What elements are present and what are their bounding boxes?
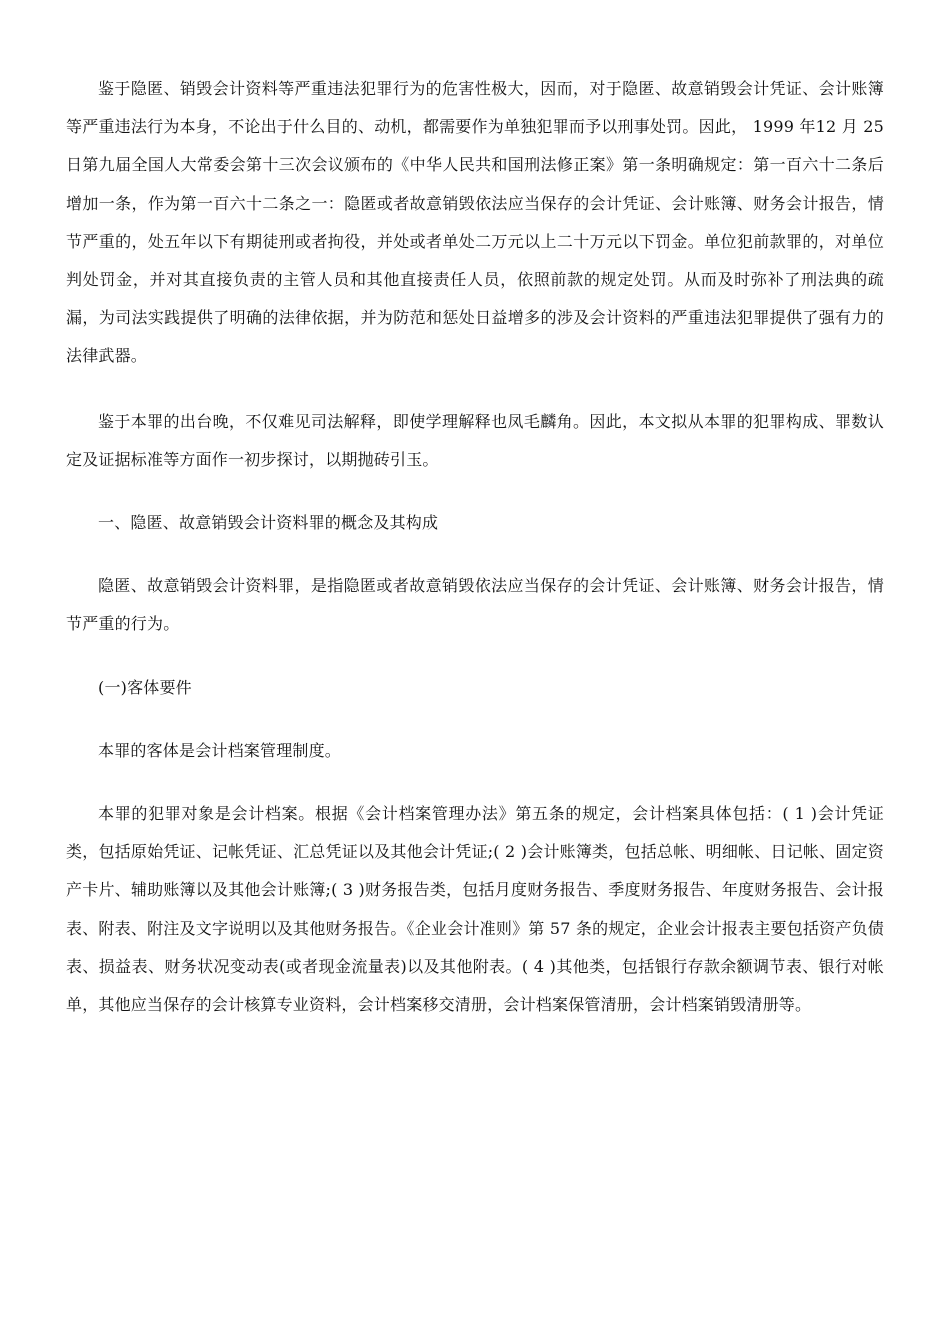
paragraph-object: 本罪的客体是会计档案管理制度。 bbox=[98, 740, 342, 760]
paragraph-background: 鉴于隐匿、销毁会计资料等严重违法犯罪行为的危害性极大，因而，对于隐匿、故意销毁会计凭证、会计账簿等严重违法行为本身，不论出于什么目的、动机，都需要作为单独犯罪而予以刑事处罚。因此， 1999 年12 月 25 日第九届全国人大常委会第十三次会议颁布的《中华人民共和国刑法修正案》第一条明确规定：第一百六十二条后增加一条，作为第一百六十二条之一：隐匿或者故意销毁依法应当保存的会计凭证、会计账簿、财务会计报告，情节严重的，处五年以下有期徒刑或者拘役，并处或者单处二万元以上二十万元以下罚金。单位犯前款罪的，对单位判处罚金，并对其直接负责的主管人员和其他直接责任人员，依照前款的规定处罚。从而及时弥补了刑法典的疏漏，为司法实践提供了明确的法律依据，并为防范和惩处日益增多的涉及会计资料的严重违法犯罪提供了强有力的法律武器。 bbox=[66, 79, 884, 366]
section-heading: 一、隐匿、故意销毁会计资料罪的概念及其构成 bbox=[98, 513, 439, 533]
document-page bbox=[66, 70, 884, 1024]
subsection-heading: (一)客体要件 bbox=[98, 677, 192, 697]
paragraph-introduction: 鉴于本罪的出台晚，不仅难见司法解释，即使学理解释也凤毛麟角。因此，本文拟从本罪的犯罪构成、罪数认定及证据标准等方面作一初步探讨，以期抛砖引玉。 bbox=[66, 411, 884, 469]
paragraph-archive-scope: 本罪的犯罪对象是会计档案。根据《会计档案管理办法》第五条的规定，会计档案具体包括：( 1 )会计凭证类，包括原始凭证、记帐凭证、汇总凭证以及其他会计凭证;( 2 )会计账簿类，包括总帐、明细帐、日记帐、固定资产卡片、辅助账簿以及其他会计账簿;( 3 )财务报告类，包括月度财务报告、季度财务报告、年度财务报告、会计报表、附表、附注及文字说明以及其他财务报告。《企业会计准则》第 57 条的规定，企业会计报表主要包括资产负债表、损益表、财务状况变动表(或者现金流量表)以及其他附表。( 4 )其他类，包括银行存款余额调节表、银行对帐单，其他应当保存的会计核算专业资料，会计档案移交清册，会计档案保管清册，会计档案销毁清册等。 bbox=[66, 804, 884, 1015]
paragraph-definition: 隐匿、故意销毁会计资料罪，是指隐匿或者故意销毁依法应当保存的会计凭证、会计账簿、财务会计报告，情节严重的行为。 bbox=[66, 576, 884, 634]
